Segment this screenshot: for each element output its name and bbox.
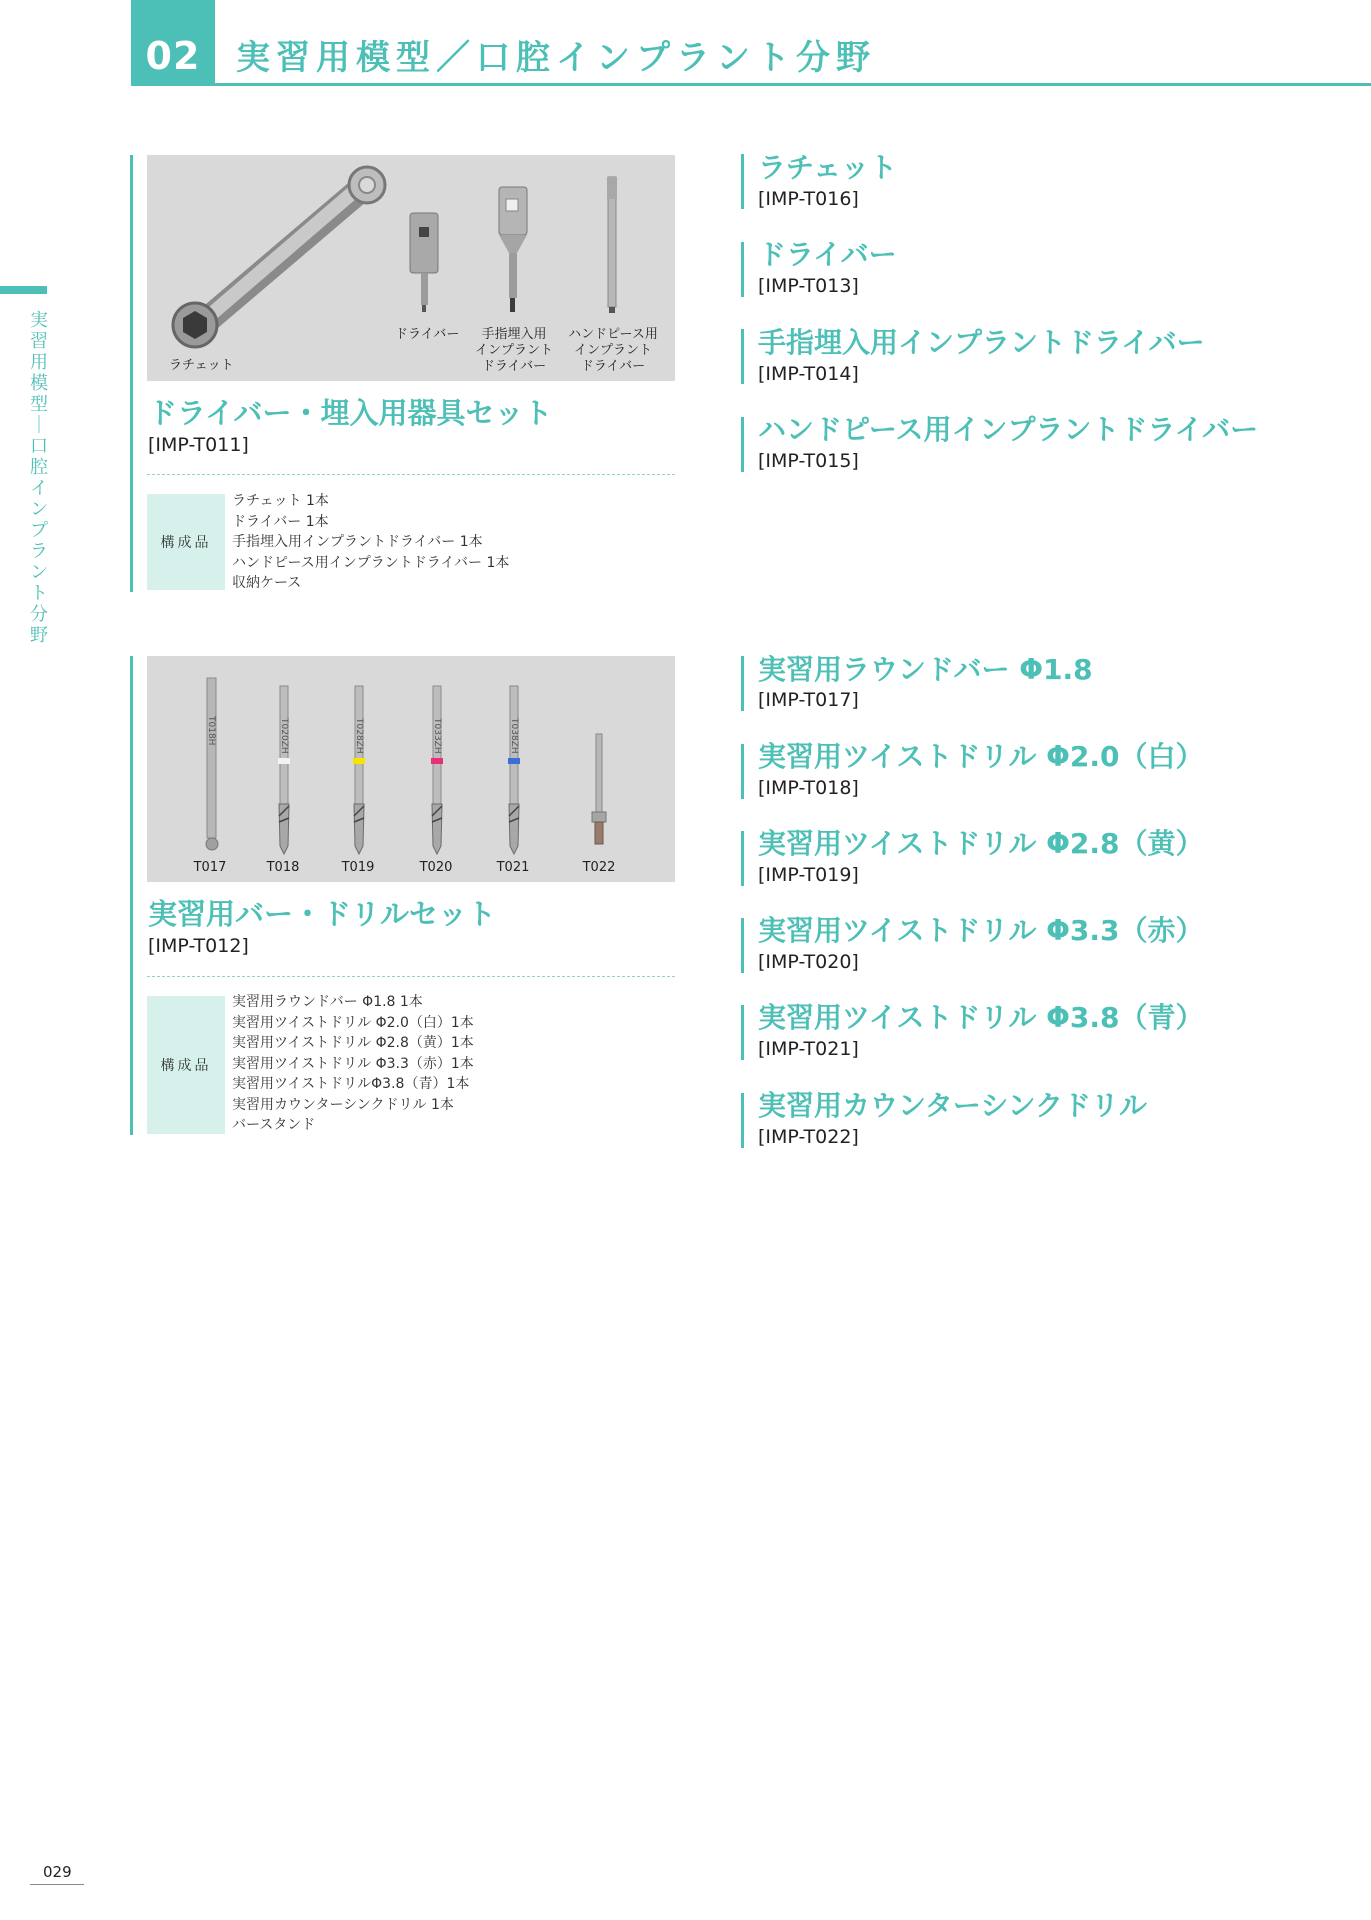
caption-t017: T017 xyxy=(193,860,227,875)
countersink-shank xyxy=(596,734,602,812)
item-title-twist-drill-2-0: 実習用ツイストドリル Φ2.0（白） xyxy=(758,740,1204,773)
component-item: 実習用ツイストドリル Φ2.0（白）1本 xyxy=(232,1014,474,1031)
item-bar xyxy=(741,1093,744,1148)
item-title-twist-drill-3-3: 実習用ツイストドリル Φ3.3（赤） xyxy=(758,914,1204,947)
section-number: 02 xyxy=(145,34,201,78)
item-bar xyxy=(741,744,744,799)
item-title-twist-drill-3-8: 実習用ツイストドリル Φ3.8（青） xyxy=(758,1001,1204,1034)
ratchet-image xyxy=(173,167,385,347)
item-bar xyxy=(741,242,744,297)
side-tab-marker xyxy=(0,286,47,294)
component-item: 実習用カウンターシンクドリル 1本 xyxy=(232,1096,454,1113)
set2-divider xyxy=(147,976,675,977)
item-bar xyxy=(741,1005,744,1060)
round-bur-head xyxy=(206,838,218,850)
item-title-round-bur: 実習用ラウンドバー Φ1.8 xyxy=(758,653,1093,686)
set2-code: [IMP-T012] xyxy=(148,935,249,957)
component-item: ドライバー 1本 xyxy=(232,513,329,530)
round-bur-engraving: T018H xyxy=(206,716,216,746)
twist-drill-color-ring xyxy=(278,758,290,764)
component-item: 手指埋入用インプラントドライバー 1本 xyxy=(232,534,483,550)
twist-drill-engraving: T033ZH xyxy=(432,718,442,754)
component-item: 実習用ツイストドリルΦ3.8（青）1本 xyxy=(232,1076,470,1092)
item-code: [IMP-T020] xyxy=(758,951,859,973)
twist-drill-engraving: T020ZH xyxy=(279,718,289,754)
item-title-driver: ドライバー xyxy=(758,238,897,271)
component-item: ハンドピース用インプラントドライバー 1本 xyxy=(232,554,510,571)
component-item: 実習用ツイストドリル Φ2.8（黄）1本 xyxy=(232,1035,474,1051)
set2-title: 実習用バー・ドリルセット xyxy=(148,897,497,931)
set1-divider xyxy=(147,474,675,475)
caption-t019: T019 xyxy=(341,860,375,875)
item-bar xyxy=(741,329,744,384)
caption-t021: T021 xyxy=(496,860,530,875)
set2-photo-illustration xyxy=(147,656,675,882)
set1-title: ドライバー・埋入用器具セット xyxy=(148,396,553,430)
handpiece-driver-image xyxy=(607,177,617,313)
set2-rule xyxy=(130,656,133,1135)
item-code: [IMP-T021] xyxy=(758,1038,859,1060)
set1-components-label: 構成品 xyxy=(147,494,225,590)
twist-drill-color-ring xyxy=(431,758,443,764)
item-code: [IMP-T017] xyxy=(758,689,859,711)
twist-drill-engraving: T038ZH xyxy=(509,718,519,754)
item-code: [IMP-T022] xyxy=(758,1126,859,1148)
side-tab-label: 実習用模型｜口腔インプラント分野 xyxy=(30,310,48,646)
component-item: 実習用ラウンドバー Φ1.8 1本 xyxy=(232,994,423,1010)
item-code: [IMP-T016] xyxy=(758,188,859,210)
caption-t020: T020 xyxy=(419,860,453,875)
countersink-tip xyxy=(595,822,603,844)
set1-product-photo xyxy=(147,155,675,381)
item-code: [IMP-T015] xyxy=(758,450,859,472)
header-rule xyxy=(131,83,1371,86)
page-title: 実習用模型／口腔インプラント分野 xyxy=(236,38,876,78)
caption-finger-driver: 手指埋入用 インプラント ドライバー xyxy=(474,327,553,374)
caption-handpiece-driver: ハンドピース用 インプラント ドライバー xyxy=(568,327,658,374)
twist-drill-engraving: T028ZH xyxy=(354,718,364,754)
set1-rule xyxy=(130,155,133,592)
caption-t018: T018 xyxy=(266,860,300,875)
item-bar xyxy=(741,918,744,973)
item-bar xyxy=(741,831,744,886)
item-bar xyxy=(741,417,744,472)
caption-ratchet: ラチェット xyxy=(169,358,234,373)
round-bur-shank xyxy=(207,678,216,838)
component-item: 収納ケース xyxy=(232,575,302,591)
set1-components-list xyxy=(232,491,509,594)
item-title-ratchet: ラチェット xyxy=(758,151,898,184)
countersink-collar xyxy=(592,812,606,822)
set2-product-photo xyxy=(147,656,675,882)
page-number: 029 xyxy=(43,1863,72,1881)
component-item: 実習用ツイストドリル Φ3.3（赤）1本 xyxy=(232,1055,474,1072)
item-code: [IMP-T014] xyxy=(758,363,859,385)
component-item: バースタンド xyxy=(232,1117,316,1133)
item-bar xyxy=(741,656,744,711)
caption-t022: T022 xyxy=(582,860,616,875)
item-title-twist-drill-2-8: 実習用ツイストドリル Φ2.8（黄） xyxy=(758,827,1204,860)
item-title-finger-driver: 手指埋入用インプラントドライバー xyxy=(758,326,1205,359)
component-item: ラチェット 1本 xyxy=(232,493,329,509)
twist-drill-color-ring xyxy=(353,758,365,764)
caption-driver: ドライバー xyxy=(395,327,460,342)
item-title-countersink-drill: 実習用カウンターシンクドリル xyxy=(758,1089,1148,1122)
item-code: [IMP-T013] xyxy=(758,275,859,297)
set1-code: [IMP-T011] xyxy=(148,434,249,456)
finger-driver-image xyxy=(499,187,527,312)
twist-drill-color-ring xyxy=(508,758,520,764)
item-code: [IMP-T018] xyxy=(758,777,859,799)
driver-image xyxy=(410,213,438,312)
item-title-handpiece-driver: ハンドピース用インプラントドライバー xyxy=(758,413,1259,446)
item-code: [IMP-T019] xyxy=(758,864,859,886)
set2-components-list xyxy=(232,992,474,1136)
page-number-rule xyxy=(30,1884,84,1885)
set2-components-label: 構成品 xyxy=(147,996,225,1134)
item-bar xyxy=(741,154,744,209)
